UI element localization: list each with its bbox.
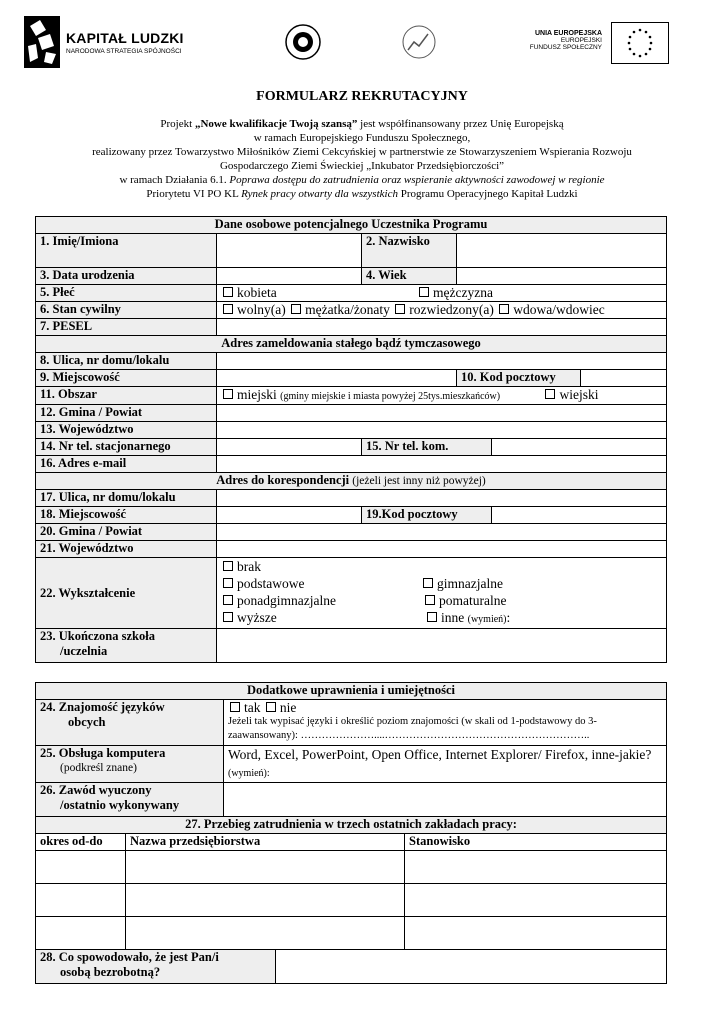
corr-voivodeship-field[interactable] xyxy=(217,541,667,558)
edu-secondary-checkbox[interactable] xyxy=(223,595,233,605)
edu-gymnasium-label: gimnazjalne xyxy=(437,576,503,591)
municipality-label: 12. Gmina / Powiat xyxy=(36,405,217,422)
area-rural-label: wiejski xyxy=(559,387,599,402)
mobile-label: 15. Nr tel. kom. xyxy=(362,439,492,456)
personal-data-table xyxy=(35,216,667,663)
intro-l1a: Projekt xyxy=(160,118,195,130)
marital-divorced-label: rozwiedzony(a) xyxy=(409,302,494,317)
email-label: 16. Adres e-mail xyxy=(36,456,217,473)
employment-row xyxy=(36,884,667,917)
ue-line-1: UNIA EUROPEJSKA xyxy=(534,30,602,37)
postal-code-field[interactable] xyxy=(581,370,666,386)
corr-municipality-field[interactable] xyxy=(217,524,667,541)
corr-city-label: 18. Miejscowość xyxy=(36,507,217,524)
unemployment-label-l2: osobą bezrobotną? xyxy=(60,965,161,979)
computer-label xyxy=(36,746,224,783)
col-period-header: okres od-do xyxy=(36,834,126,851)
marital-status-options xyxy=(217,302,667,319)
inkubator-logo-icon xyxy=(400,22,438,62)
gender-male-checkbox[interactable] xyxy=(419,287,429,297)
unemployment-reason-field[interactable] xyxy=(276,950,667,984)
corr-postal-label: 19.Kod pocztowy xyxy=(362,507,492,524)
ue-line-2: EUROPEJSKI xyxy=(560,37,602,44)
education-label: 22. Wykształcenie xyxy=(36,558,217,629)
unemployment-label-l1: 28. Co spowodowało, że jest Pan/i xyxy=(40,950,219,964)
edu-none-label: brak xyxy=(237,559,261,574)
first-name-field[interactable] xyxy=(217,234,362,268)
section-header-personal: Dane osobowe potencjalnego Uczestnika Programu xyxy=(36,217,667,234)
profession-label-l2: /ostatnio wykonywany xyxy=(60,798,180,812)
employment-period-field[interactable] xyxy=(36,884,126,917)
area-urban-checkbox[interactable] xyxy=(223,389,233,399)
school-label-l1: 23. Ukończona szkoła xyxy=(40,629,155,643)
form-title: FORMULARZ REKRUTACYJNY xyxy=(256,89,468,104)
edu-secondary-label: ponadgimnazjalne xyxy=(237,593,336,608)
employment-company-field[interactable] xyxy=(126,917,405,950)
tmzc-seal-icon xyxy=(284,22,322,62)
eu-flag-icon xyxy=(611,22,669,64)
landline-label: 14. Nr tel. stacjonarnego xyxy=(36,439,217,456)
intro-line-4: Gospodarczego Ziemi Świeckiej „Inkubator Przedsiębiorczości” xyxy=(219,160,505,172)
gender-female-checkbox[interactable] xyxy=(223,287,233,297)
languages-yes-label: tak xyxy=(244,700,261,715)
ue-line-3: FUNDUSZ SPOŁECZNY xyxy=(529,44,602,51)
gender-options xyxy=(217,285,667,302)
last-name-field[interactable] xyxy=(457,234,667,268)
pesel-label: 7. PESEL xyxy=(36,319,217,336)
col-position-header: Stanowisko xyxy=(405,834,667,851)
profession-label xyxy=(36,783,224,817)
marital-widowed-checkbox[interactable] xyxy=(499,304,509,314)
kl-title: KAPITAŁ LUDZKI xyxy=(66,30,184,46)
unemployment-reason-label xyxy=(36,950,276,984)
languages-cell xyxy=(224,700,667,746)
kapital-ludzki-logo xyxy=(24,16,189,70)
last-name-label: 2. Nazwisko xyxy=(362,234,457,268)
municipality-field[interactable] xyxy=(217,405,667,422)
corr-postal-field[interactable] xyxy=(492,507,667,524)
employment-row xyxy=(36,851,667,884)
intro-line-2: w ramach Europejskiego Funduszu Społecznego, xyxy=(253,132,471,144)
edu-none-checkbox[interactable] xyxy=(223,561,233,571)
intro-text xyxy=(0,117,724,201)
marital-married-checkbox[interactable] xyxy=(291,304,301,314)
kapital-ludzki-emblem-icon xyxy=(24,16,60,68)
computer-label-l1: 25. Obsługa komputera xyxy=(40,746,166,760)
corr-city-field[interactable] xyxy=(217,507,362,524)
employment-period-field[interactable] xyxy=(36,917,126,950)
corr-street-field[interactable] xyxy=(217,490,667,507)
intro-l1c: jest współfinansowany przez Unię Europejską xyxy=(357,118,564,130)
mobile-field[interactable] xyxy=(492,439,667,456)
street-label: 8. Ulica, nr domu/lokalu xyxy=(36,353,217,370)
employment-position-field[interactable] xyxy=(405,851,667,884)
employment-company-field[interactable] xyxy=(126,851,405,884)
ue-text-block xyxy=(500,30,602,51)
edu-primary-label: podstawowe xyxy=(237,576,305,591)
profession-field[interactable] xyxy=(224,783,667,817)
section-header-skills: Dodatkowe uprawnienia i umiejętności xyxy=(36,683,667,700)
intro-l5a: w ramach Działania 6.1. xyxy=(119,174,230,186)
employment-period-field[interactable] xyxy=(36,851,126,884)
edu-primary-checkbox[interactable] xyxy=(223,578,233,588)
area-label: 11. Obszar xyxy=(36,387,217,405)
city-label: 9. Miejscowość xyxy=(36,370,217,387)
area-urban-label: miejski xyxy=(237,387,277,402)
computer-note: (wymień) xyxy=(228,768,267,779)
languages-label-l2: obcych xyxy=(68,715,106,729)
voivodeship-label: 13. Województwo xyxy=(36,422,217,439)
edu-other-checkbox[interactable] xyxy=(427,612,437,622)
city-field[interactable] xyxy=(217,370,457,387)
birth-date-label: 3. Data urodzenia xyxy=(36,268,217,285)
employment-row xyxy=(36,917,667,950)
landline-field[interactable] xyxy=(217,439,362,456)
corr-street-label: 17. Ulica, nr domu/lokalu xyxy=(36,490,217,507)
intro-l1b: „Nowe kwalifikacje Twoją szansą” xyxy=(194,118,358,130)
edu-higher-label: wyższe xyxy=(237,610,277,625)
area-urban-note: (gminy miejskie i miasta powyżej 25tys.mieszkańców) xyxy=(280,391,501,402)
marital-divorced-checkbox[interactable] xyxy=(395,304,405,314)
gender-male-label: mężczyzna xyxy=(433,285,493,300)
employment-history-header: 27. Przebieg zatrudnienia w trzech ostatnich zakładach pracy: xyxy=(36,817,667,834)
profession-label-l1: 26. Zawód wyuczony xyxy=(40,783,152,797)
languages-label xyxy=(36,700,224,746)
languages-note[interactable]: Jeżeli tak wypisać języki i określić poziom znajomości (w skali od 1-podstawowy do 3-zaawansowany): …………………....………………………………………………….. xyxy=(228,716,597,741)
corr-header-note: (jeżeli jest inny niż powyżej) xyxy=(352,475,486,487)
email-field[interactable] xyxy=(217,456,667,473)
marital-married-label: mężatka/żonaty xyxy=(305,302,390,317)
kl-subtitle: NARODOWA STRATEGIA SPÓJNOŚCI xyxy=(66,48,182,55)
languages-no-checkbox[interactable] xyxy=(266,702,276,712)
edu-postsecondary-checkbox[interactable] xyxy=(425,595,435,605)
intro-line-5 xyxy=(0,173,724,187)
marital-single-checkbox[interactable] xyxy=(223,304,233,314)
street-field[interactable] xyxy=(217,353,667,370)
employment-position-field[interactable] xyxy=(405,917,667,950)
intro-l6c: Programu Operacyjnego Kapitał Ludzki xyxy=(397,188,578,200)
languages-no-label: nie xyxy=(279,700,297,715)
section-header-correspondence xyxy=(36,473,667,490)
col-company-header: Nazwa przedsiębiorstwa xyxy=(126,834,405,851)
intro-line-1 xyxy=(0,117,724,131)
edu-postsecondary-label: pomaturalne xyxy=(439,593,507,608)
corr-voivodeship-label: 21. Województwo xyxy=(36,541,217,558)
computer-label-sub: (podkreśl znane) xyxy=(60,762,137,774)
edu-higher-checkbox[interactable] xyxy=(223,612,233,622)
computer-value: Word, Excel, PowerPoint, Open Office, Internet Explorer/ Firefox, inne-jakie? xyxy=(228,747,652,762)
postal-code-cell xyxy=(457,370,667,387)
intro-l5b: Poprawa dostępu do zatrudnienia oraz wspieranie aktywności zawodowej w regionie xyxy=(229,174,605,186)
birth-date-field[interactable] xyxy=(217,268,362,285)
section-header-address: Adres zameldowania stałego bądź tymczasowego xyxy=(36,336,667,353)
corr-header-text: Adres do korespondencji xyxy=(216,473,350,487)
area-options xyxy=(217,387,667,405)
education-options: brak podstawowe gimnazjalne ponadgimnazjalne pomaturalne wyższe inne (wymień): xyxy=(217,558,667,629)
voivodeship-field[interactable] xyxy=(217,422,667,439)
postal-code-label: 10. Kod pocztowy xyxy=(457,370,581,386)
age-field[interactable] xyxy=(457,268,667,285)
computer-field[interactable]: Word, Excel, PowerPoint, Open Office, Internet Explorer/ Firefox, inne-jakie? (wymień): xyxy=(224,746,667,783)
first-name-label: 1. Imię/Imiona xyxy=(36,234,217,268)
intro-line-6 xyxy=(0,187,724,201)
languages-yes-checkbox[interactable] xyxy=(230,702,240,712)
languages-label-l1: 24. Znajomość języków xyxy=(40,700,165,714)
intro-l6b: Rynek pracy otwarty dla wszystkich xyxy=(241,188,398,200)
intro-l6a: Priorytetu VI PO KL xyxy=(146,188,242,200)
area-rural-checkbox[interactable] xyxy=(545,389,555,399)
gender-label: 5. Płeć xyxy=(36,285,217,302)
edu-other-label: inne xyxy=(441,610,465,625)
intro-line-3: realizowany przez Towarzystwo Miłośników Ziemi Cekcyńskiej w partnerstwie ze Stowarzyszeniem Wspierania Rozwoju xyxy=(92,146,632,158)
corr-municipality-label: 20. Gmina / Powiat xyxy=(36,524,217,541)
marital-single-label: wolny(a) xyxy=(237,302,286,317)
edu-other-note: (wymień) xyxy=(467,614,507,625)
marital-widowed-label: wdowa/wdowiec xyxy=(513,302,605,317)
age-label: 4. Wiek xyxy=(362,268,457,285)
gender-female-label: kobieta xyxy=(237,285,277,300)
pesel-field[interactable] xyxy=(217,319,667,336)
school-label xyxy=(36,629,217,663)
employment-position-field[interactable] xyxy=(405,884,667,917)
marital-status-label: 6. Stan cywilny xyxy=(36,302,217,319)
employment-company-field[interactable] xyxy=(126,884,405,917)
skills-table xyxy=(35,682,667,984)
edu-gymnasium-checkbox[interactable] xyxy=(423,578,433,588)
school-label-l2: /uczelnia xyxy=(60,644,108,658)
school-field[interactable] xyxy=(217,629,667,663)
